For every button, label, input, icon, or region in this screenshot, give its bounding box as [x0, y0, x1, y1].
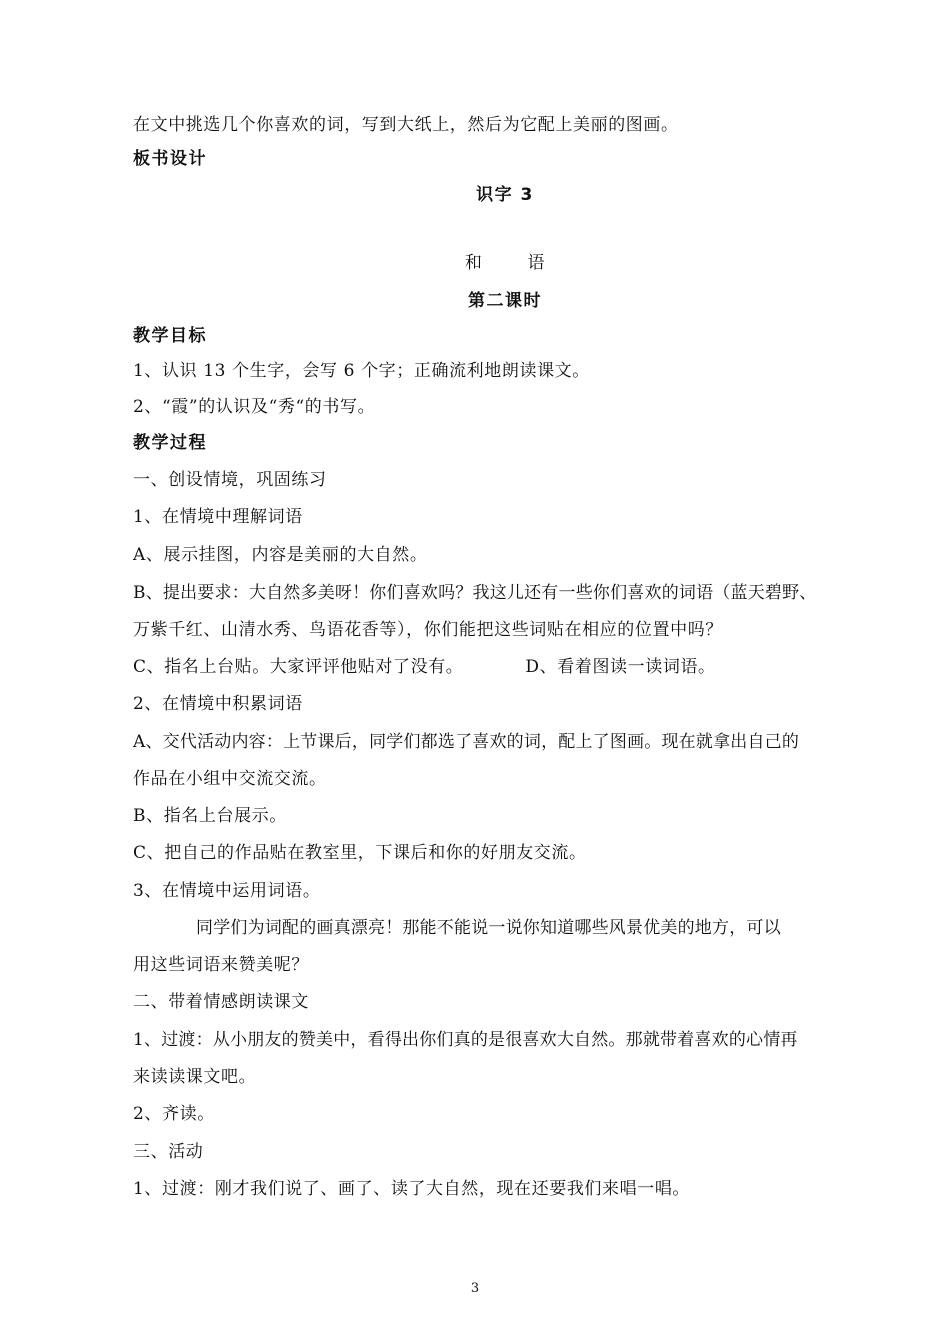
- process-step-1-3-text-cont: 用这些词语来赞美呢？: [133, 955, 309, 975]
- board-word-he: 和: [464, 253, 483, 273]
- process-step-2-1: 1、过渡：从小朋友的赞美中，看得出你们真的是很喜欢大自然。那就带着喜欢的心情再: [133, 1030, 798, 1050]
- process-step-1-2-b: B、指名上台展示。: [133, 806, 287, 826]
- process-step-2-1-cont: 来读读课文吧。: [133, 1067, 257, 1087]
- process-step-1-1: 1、在情境中理解词语: [133, 507, 303, 527]
- process-step-1-2-c: C、把自己的作品贴在教室里，下课后和你的好朋友交流。: [133, 843, 587, 863]
- process-step-1-1-a: A、展示挂图，内容是美丽的大自然。: [133, 545, 428, 565]
- board-word-yu: 语: [527, 253, 546, 273]
- process-step-1-3-text: 同学们为词配的画真漂亮！那能不能说一说你知道哪些风景优美的地方，可以: [196, 918, 781, 938]
- process-step-1-1-d: D、看着图读一读词语。: [525, 657, 716, 677]
- goal-item-1: 1、认识 13 个生字，会写 6 个字；正确流利地朗读课文。: [133, 361, 590, 381]
- process-step-1-2-a-cont: 作品在小组中交流交流。: [133, 769, 327, 789]
- heading-teaching-process: 教学过程: [133, 433, 207, 453]
- page-number: 3: [470, 1281, 480, 1296]
- process-section-1: 一、创设情境，巩固练习: [133, 470, 327, 490]
- process-step-1-3: 3、在情境中运用词语。: [133, 881, 321, 901]
- process-step-1-1-c: C、指名上台贴。大家评评他贴对了没有。: [133, 657, 464, 677]
- goal-item-2: 2、“霞”的认识及“秀“的书写。: [133, 397, 376, 417]
- paragraph-homework: 在文中挑选几个你喜欢的词，写到大纸上，然后为它配上美丽的图画。: [133, 115, 679, 135]
- process-step-1-1-b: B、提出要求：大自然多美呀！你们喜欢吗？我这儿还有一些你们喜欢的词语（蓝天碧野、: [133, 583, 817, 603]
- process-step-3-1: 1、过渡：刚才我们说了、画了、读了大自然，现在还要我们来唱一唱。: [133, 1179, 691, 1199]
- board-words: [60, 252, 950, 274]
- board-title: 识字 3: [476, 185, 534, 205]
- process-step-2-2: 2、齐读。: [133, 1104, 215, 1124]
- heading-board-design: 板书设计: [133, 149, 207, 169]
- process-step-1-1-cd: [133, 656, 845, 678]
- heading-teaching-goals: 教学目标: [133, 326, 207, 346]
- process-section-2: 二、带着情感朗读课文: [133, 992, 309, 1012]
- process-step-1-2: 2、在情境中积累词语: [133, 694, 303, 714]
- process-section-3: 三、活动: [133, 1142, 204, 1162]
- section-title-second-lesson: 第二课时: [468, 291, 542, 311]
- process-step-1-2-a: A、交代活动内容：上节课后，同学们都选了喜欢的词，配上了图画。现在就拿出自己的: [133, 732, 800, 752]
- process-step-1-1-b-cont: 万紫千红、山清水秀、鸟语花香等），你们能把这些词贴在相应的位置中吗？: [133, 620, 723, 640]
